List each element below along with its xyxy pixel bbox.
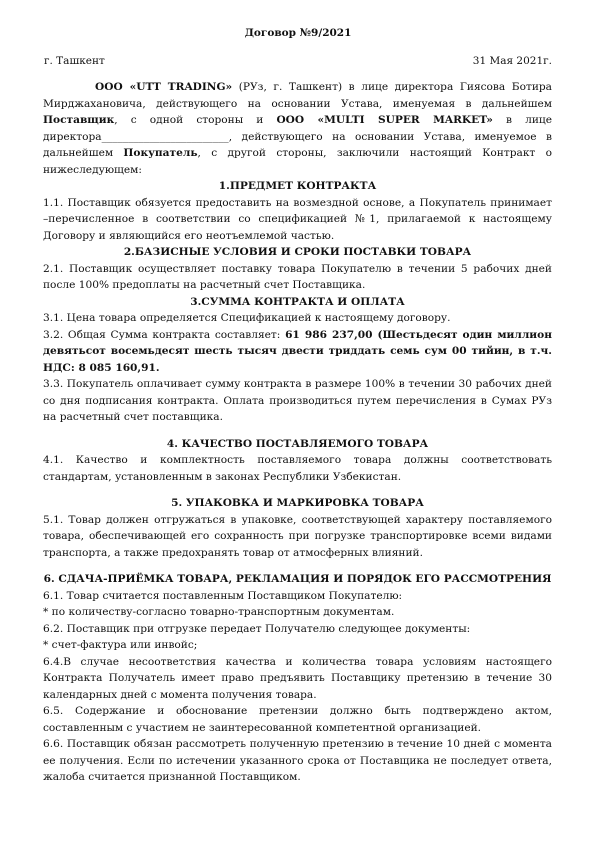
clause-1-1: 1.1. Поставщик обязуется предоставить на возмездной основе, а Покупатель принимает –перечисленное в соответствии со спецификацией №1, прилагаемой к настоящему Договору и являющийся его неотъемлемой частью.	[43, 196, 552, 242]
clause-5-1: 5.1. Товар должен отгружаться в упаковке, соответствующей характеру поставляемого товара, обеспечивающей его сохранность при погрузке транспортировке всеми видами транспорта, а также предохранять товар от атмосферных влияний.	[43, 513, 552, 559]
contract-amount: 61 986 237,00 (Шестьдесят один миллион девятьсот восемьдесят шесть тысяч двести триддать семь сум 00 тийин, в т.ч. НДС: 8 085 160,91.	[43, 328, 552, 374]
contract-title: Договор №9/2021	[244, 27, 352, 39]
clause-6-6: 6.6. Поставщик обязан рассмотреть полученную претензию в течение 10 дней с момента ее получения. Если по истечении указанного срока от Поставщика не последует ответа, жалоба считается признанной Поставщиком.	[43, 738, 552, 783]
section-2-heading: 2.БАЗИСНЫЕ УСЛОВИЯ И СРОКИ ПОСТАВКИ ТОВАРА	[123, 246, 472, 258]
clause-6-4: 6.4.В случае несоответствия качества и количества товара условиям настоящего Контракта Получатель имеет право предъявить Поставщику претензию в течение 30 календарных дней с момента получения товара.	[43, 655, 552, 701]
clause-6-5: 6.5. Содержание и обоснование претензии должно быть подтверждено актом, составленным с участием не заинтересованной компетентной организацией.	[43, 705, 552, 734]
preamble-text-4: , с другой стороны, заключили настоящий Контракт о нижеследующем:	[43, 147, 552, 176]
spacer	[43, 561, 552, 571]
supplier-company-name: ООО «UTT TRADING»	[95, 81, 233, 93]
clause-3-2	[43, 327, 552, 377]
clause-2-1: 2.1. Поставщик осуществляет поставку товара Покупателю в течении 5 рабочих дней после 100% предоплаты на расчетный счет Поставщика.	[43, 262, 552, 291]
spacer	[43, 485, 552, 495]
preamble-text-3: в лице директора________________________, действующего на основании Устава, именуемое в дальнейшем	[43, 114, 552, 159]
clause-3-3: 3.3. Покупатель оплачивает сумму контракта в размере 100% в течении 30 рабочих дней со дня подписания контракта. Оплата производиться путем перечисления в Сумах РУз на расчетный счет поставщика.	[43, 378, 552, 423]
clause-3-1: 3.1. Цена товара определяется Спецификацией к настоящему договору.	[43, 312, 451, 324]
spacer	[43, 426, 552, 436]
contract-city: г. Ташкент	[44, 55, 105, 67]
section-3-heading: 3.СУММА КОНТРАКТА И ОПЛАТА	[190, 295, 405, 308]
contract-date: 31 Мая 2021г.	[472, 55, 552, 67]
clause-6-1: 6.1. Товар считается поставленным Поставщиком Покупателю:	[43, 589, 403, 602]
preamble-text-2: , с одной стороны и	[114, 114, 277, 126]
supplier-role: Поставщик	[43, 114, 115, 126]
clause-4-1: 4.1. Качество и комплектность поставляемого товара должны соответствовать стандартам, установленным в законах Республики Узбекистан.	[43, 454, 552, 483]
buyer-role: Покупатель	[123, 147, 198, 159]
preamble-text-1: (РУз, г. Ташкент) в лице директора Гиясова Ботира Мирджахановича, действующего на основании Устава, именуемая в дальнейшем	[43, 81, 552, 110]
clause-3-2-lead: 3.2. Общая Сумма контракта составляет:	[43, 328, 286, 341]
clause-6-2: 6.2. Поставщик при отгрузке передает Получателю следующее документы:	[43, 622, 471, 635]
clause-6-2-bullet: * счет-фактура или инвойс;	[43, 639, 198, 651]
section-4-heading: 4. КАЧЕСТВО ПОСТАВЛЯЕМОГО ТОВАРА	[166, 437, 429, 450]
buyer-company-name: ООО «MULTI SUPER MARKET»	[276, 114, 493, 126]
clause-6-1-bullet: * по количеству-согласно товарно-транспортным документам.	[43, 606, 395, 618]
section-5-heading: 5. УПАКОВКА И МАРКИРОВКА ТОВАРА	[171, 497, 424, 509]
section-1-heading: 1.ПРЕДМЕТ КОНТРАКТА	[218, 180, 377, 192]
section-6-heading: 6. СДАЧА-ПРИЁМКА ТОВАРА, РЕКЛАМАЦИЯ И ПОРЯДОК ЕГО РАССМОТРЕНИЯ	[43, 573, 552, 585]
contract-body	[43, 79, 552, 786]
preamble-paragraph	[43, 79, 552, 178]
